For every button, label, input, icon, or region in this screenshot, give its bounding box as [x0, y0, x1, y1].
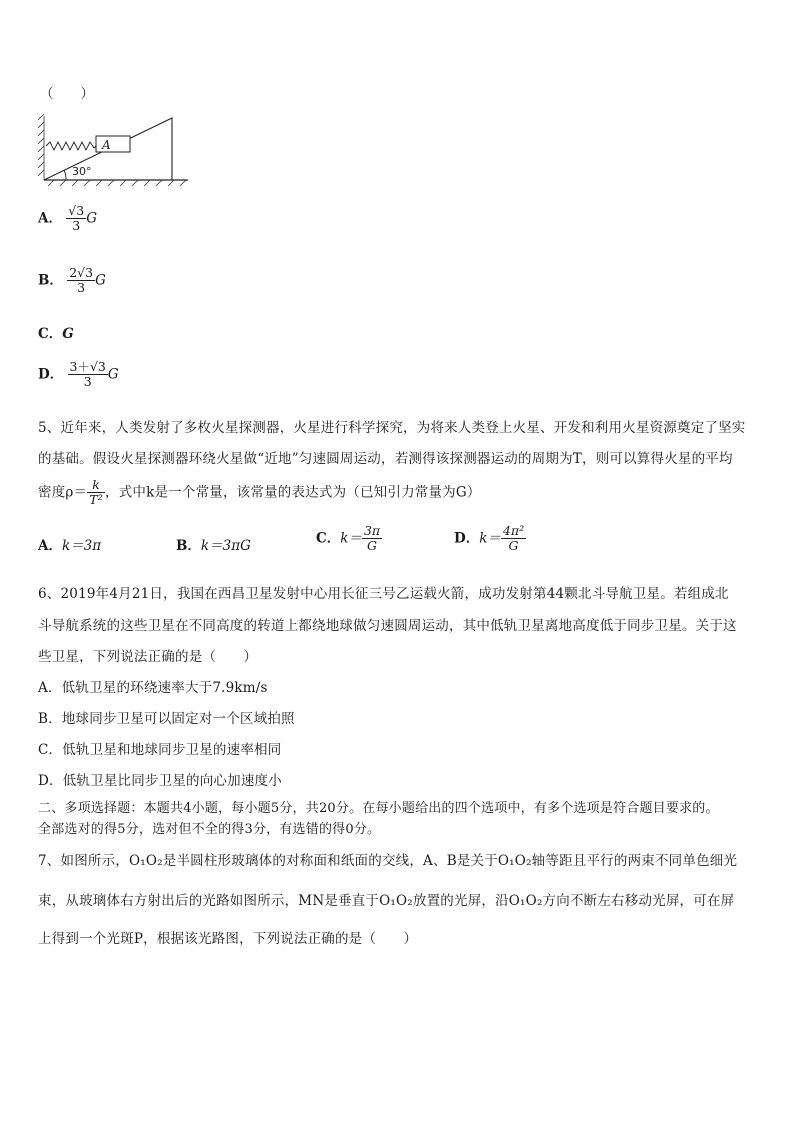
q4-option-b: B． $\frac{2√3}{3}$ G [38, 265, 106, 296]
q6-line-3: 些卫星，下列说法正确的是（ ） [38, 649, 258, 665]
q5-line-1: 5、近年来，人类发射了多枚火星探测器，火星进行科学探究，为将来人类登上火星、开发和利用火星资源奠定了坚实 [38, 420, 746, 436]
q6-line-1: 6、2019年4月21日，我国在西昌卫星发射中心用长征三号乙运载火箭，成功发射第44颗北斗导航卫星。若组成北 [38, 586, 729, 602]
q5-option-a: A．k＝3π [38, 538, 102, 554]
q5-option-d: D．k＝ $\frac{\text{4π²}}{G}$ [454, 523, 525, 554]
q5-option-c: C．k＝ $\frac{3\pi}{G}$ [316, 523, 381, 554]
q5-line-3: 密度ρ＝ $\frac{k}{\text{T²}}$ ，式中k是一个常量，该常量的表达式为（已知引力常量为G） [38, 477, 481, 508]
section-2-line-1: 二、多项选择题：本题共4小题，每小题5分，共20分。在每小题给出的四个选项中，有多个选项是符合题目要求的。 [38, 801, 719, 816]
incline-spring-figure [38, 112, 192, 188]
q4-option-c: C．G [38, 326, 74, 342]
q4-answer-paren: （ ） [40, 86, 94, 102]
q7-line-1: 7、如图所示，O₁O₂是半圆柱形玻璃体的对称面和纸面的交线，A、B是关于O₁O₂轴等距且平行的两束不同单色细光 [38, 853, 738, 869]
q7-line-2: 束，从玻璃体右方射出后的光路如图所示，MN是垂直于O₁O₂放置的光屏，沿O₁O₂方向不断左右移动光屏，可在屏 [38, 893, 735, 909]
block-a-label: A [102, 138, 111, 152]
q5-line-2: 的基础。假设火星探测器环绕火星做“近地”匀速圆周运动，若测得该探测器运动的周期为T，则可以算得火星的平均 [38, 451, 733, 467]
q4-option-d: D． $\frac{3+√3}{3}$ G [38, 359, 119, 390]
angle-label: 30° [72, 165, 92, 178]
q6-option-d: D．低轨卫星比同步卫星的向心加速度小 [38, 773, 282, 789]
q6-option-b: B．地球同步卫星可以固定对一个区域拍照 [38, 711, 295, 727]
q6-line-2: 斗导航系统的这些卫星在不同高度的转道上都绕地球做匀速圆周运动，其中低轨卫星离地高度低于同步卫星。关于这 [38, 618, 737, 634]
q4-option-a: A． $\frac{√3}{3}$ G [38, 203, 97, 234]
q5-option-b: B．k＝3πG [176, 538, 251, 554]
section-2-line-2: 全部选对的得5分，选对但不全的得3分，有选错的得0分。 [38, 822, 381, 837]
q6-option-a: A．低轨卫星的环绕速率大于7.9km/s [38, 680, 268, 696]
q6-option-c: C．低轨卫星和地球同步卫星的速率相同 [38, 742, 282, 758]
q7-line-3: 上得到一个光斑P，根据该光路图，下列说法正确的是（ ） [38, 931, 418, 947]
